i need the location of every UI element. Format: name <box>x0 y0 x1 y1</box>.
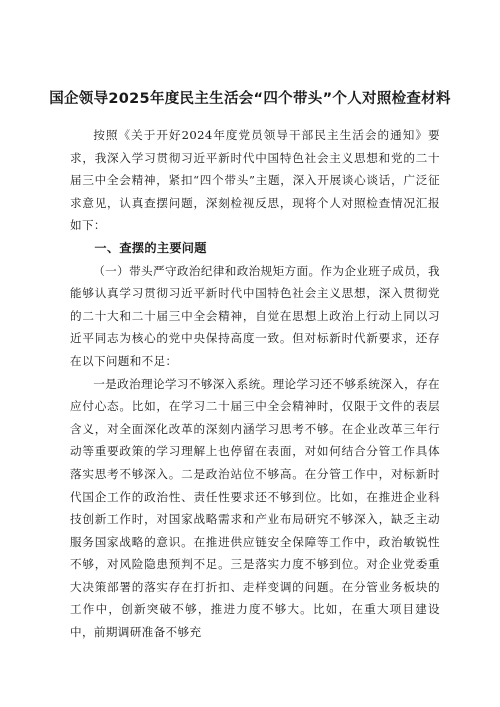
document-body <box>70 124 440 644</box>
intro-paragraph: 按照《关于开好2024年度党员领导干部民主生活会的通知》要求，我深入学习贯彻习近平新时代中国特色社会主义思想和党的二十届三中全会精神，紧扣“四个带头”主题，深入开展谈心谈话，广泛征求意见，认真查摆问题，深刻检视反思，现将个人对照检查情况汇报如下： <box>70 128 440 233</box>
section-heading: 一、查摆的主要问题 <box>94 240 207 255</box>
subsection-paragraph: （一）带头严守政治纪律和政治规矩方面。作为企业班子成员，我能够认真学习贯彻习近平新时代中国特色社会主义思想，深入贯彻党的二十大和二十届三中全会精神，自觉在思想上政治上行动上同以习近平同志为核心的党中央保持高度一致。但对标新时代新要求，还存在以下问题和不足： <box>70 263 440 368</box>
problems-paragraph: 一是政治理论学习不够深入系统。理论学习还不够系统深入，存在应付心态。比如，在学习二十届三中全会精神时，仅限于文件的表层含义，对全面深化改革的深刻内涵学习思考不够。在企业改革三年行动等重要政策的学习理解上也停留在表面，对如何结合分管工作具体落实思考不够深入。二是政治站位不够高。在分管工作中，对标新时代国企工作的政治性、责任性要求还不够到位。比如，在推进企业科技创新工作时，对国家战略需求和产业布局研究不够深入，缺乏主动服务国家战略的意识。在推进供应链安全保障等工作中，政治敏锐性不够，对风险隐患预判不足。三是落实力度不够到位。对企业党委重大决策部署的落实存在打折扣、走样变调的问题。在分管业务板块的工作中，创新突破不够，推进力度不够大。比如，在重大项目建设中，前期调研准备不够充 <box>70 376 440 640</box>
document-title: 国企领导2025年度民主生活会“四个带头”个人对照检查材料 <box>49 91 451 107</box>
